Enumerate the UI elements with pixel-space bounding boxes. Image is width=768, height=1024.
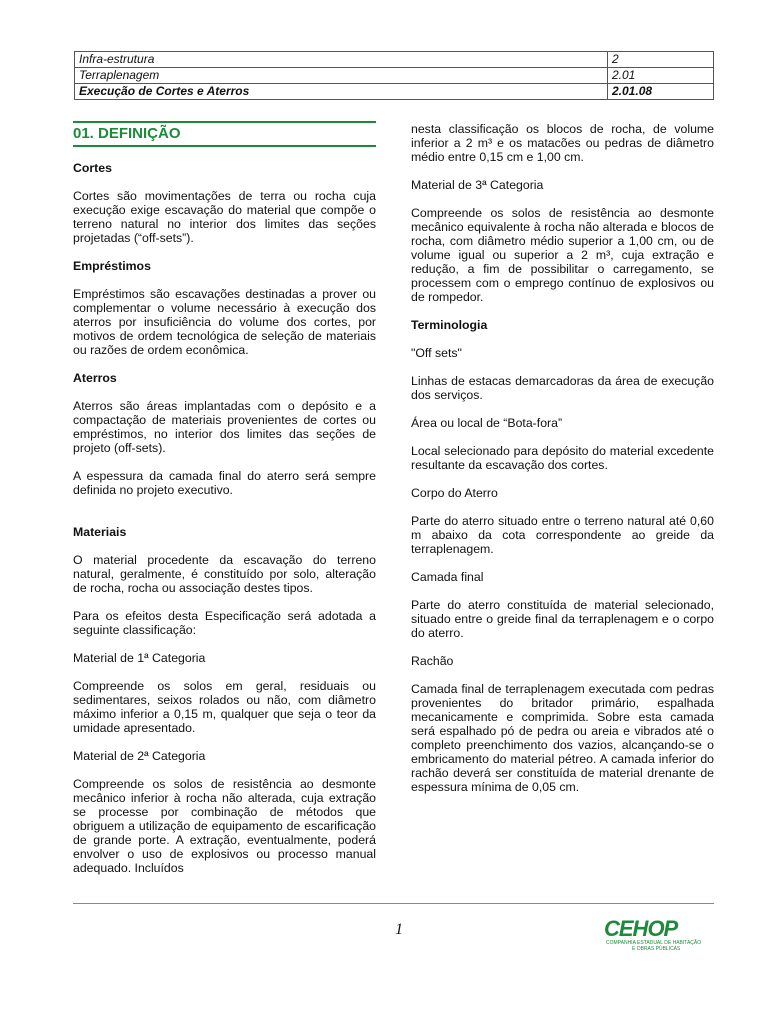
left-column bbox=[73, 121, 376, 889]
term-camada-final: Camada final bbox=[411, 570, 484, 584]
subheading-categoria-2: Material de 2ª Categoria bbox=[73, 749, 206, 763]
paragraph-categoria-3: Compreende os solos de resistência ao desmonte mecânico equivalente à rocha não alterada e blocos de rocha, com diâmetro médio superior a 1,00 cm, ou de volume igual ou superior a 2 m³, cuja extração e redução, a fim de possibilitar o carregamento, se processem com o emprego contínuo de explosivos ou de rompedor. bbox=[411, 206, 714, 304]
definition-bota-fora: Local selecionado para depósito do material excedente resultante da escavação dos cortes. bbox=[411, 444, 714, 472]
page-number: 1 bbox=[395, 921, 403, 938]
logo-tagline: COMPANHIA ESTADUAL DE HABITAÇÃO bbox=[606, 940, 702, 946]
term-rachao: Rachão bbox=[411, 654, 454, 668]
paragraph-classificacao: Para os efeitos desta Especificação será adotada a seguinte classificação: bbox=[73, 609, 376, 637]
definition-camada-final: Parte do aterro constituída de material selecionado, situado entre o greide final da terraplenagem e o corpo do aterro. bbox=[411, 598, 714, 640]
header-title: Execução de Cortes e Aterros bbox=[75, 84, 608, 100]
term-corpo-aterro: Corpo do Aterro bbox=[411, 486, 498, 500]
term-offsets: "Off sets" bbox=[411, 346, 462, 360]
header-code: 2.01 bbox=[608, 68, 714, 84]
definition-corpo-aterro: Parte do aterro situado entre o terreno natural até 0,60 m abaixo da cota correspondente ao greide da terraplenagem. bbox=[411, 514, 714, 556]
right-column bbox=[411, 122, 714, 808]
header-title: Infra-estrutura bbox=[75, 52, 608, 68]
header-table bbox=[74, 51, 714, 100]
header-code: 2 bbox=[608, 52, 714, 68]
footer-divider bbox=[73, 903, 714, 904]
section-title: 01. DEFINIÇÃO bbox=[73, 121, 376, 147]
heading-aterros: Aterros bbox=[73, 371, 117, 385]
header-code: 2.01.08 bbox=[608, 84, 714, 100]
subheading-categoria-1: Material de 1ª Categoria bbox=[73, 651, 206, 665]
definition-offsets: Linhas de estacas demarcadoras da área de execução dos serviços. bbox=[411, 374, 714, 402]
paragraph-emprestimos: Empréstimos são escavações destinadas a prover ou complementar o volume necessário à execução dos aterros por insuficiência do volume dos cortes, por motivos de ordem tecnológica de seleção de materiais ou razões de ordem econômica. bbox=[73, 287, 376, 357]
cehop-logo bbox=[604, 917, 714, 953]
logo-wordmark: CEHOP bbox=[604, 916, 678, 941]
subheading-categoria-3: Material de 3ª Categoria bbox=[411, 178, 544, 192]
heading-emprestimos: Empréstimos bbox=[73, 259, 151, 273]
term-bota-fora: Área ou local de “Bota-fora” bbox=[411, 416, 563, 430]
header-row bbox=[75, 68, 714, 84]
header-row bbox=[75, 84, 714, 100]
heading-terminologia: Terminologia bbox=[411, 318, 488, 332]
paragraph-categoria-1: Compreende os solos em geral, residuais ou sedimentares, seixos rolados ou não, com diâmetro máximo inferior a 0,15 m, qualquer que seja o teor da umidade apresentado. bbox=[73, 679, 376, 735]
paragraph-materiais: O material procedente da escavação do terreno natural, geralmente, é constituído por solo, alteração de rocha, rocha ou associação destes tipos. bbox=[73, 553, 376, 595]
paragraph-aterros: Aterros são áreas implantadas com o depósito e a compactação de materiais provenientes de cortes ou empréstimos, no interior dos limites das seções de projeto (off-sets). bbox=[73, 399, 376, 455]
heading-cortes: Cortes bbox=[73, 161, 112, 175]
paragraph-categoria-2: Compreende os solos de resistência ao desmonte mecânico inferior à rocha não alterada, cuja extração se processe por combinação de métodos que obriguem a utilização de equipamento de escarificação de grande porte. A extração, eventualmente, poderá envolver o uso de explosivos ou processo manual adequado. Incluídos bbox=[73, 777, 376, 875]
definition-rachao: Camada final de terraplenagem executada com pedras provenientes do britador primário, espalhada mecanicamente e comprimida. Sobre esta camada será espalhado pó de pedra ou areia e vibrados até o completo preenchimento dos vazios, alcançando-se o embricamento do material pétreo. A camada inferior do rachão deverá ser constituída de material drenante de espessura mínima de 0,05 cm. bbox=[411, 682, 714, 794]
heading-materiais: Materiais bbox=[73, 525, 127, 539]
logo-tagline: E OBRAS PÚBLICAS bbox=[632, 946, 681, 952]
paragraph-cortes: Cortes são movimentações de terra ou rocha cuja execução exige escavação do material que compõe o terreno natural no interior dos limites das seções projetadas (“off-sets”). bbox=[73, 189, 376, 245]
paragraph-categoria-2-cont: nesta classificação os blocos de rocha, de volume inferior a 2 m³ e os matacões ou pedras de diâmetro médio entre 0,15 cm e 1,00 cm. bbox=[411, 122, 714, 164]
header-title: Terraplenagem bbox=[75, 68, 608, 84]
header-row bbox=[75, 52, 714, 68]
paragraph-aterros-espessura: A espessura da camada final do aterro será sempre definida no projeto executivo. bbox=[73, 469, 376, 497]
